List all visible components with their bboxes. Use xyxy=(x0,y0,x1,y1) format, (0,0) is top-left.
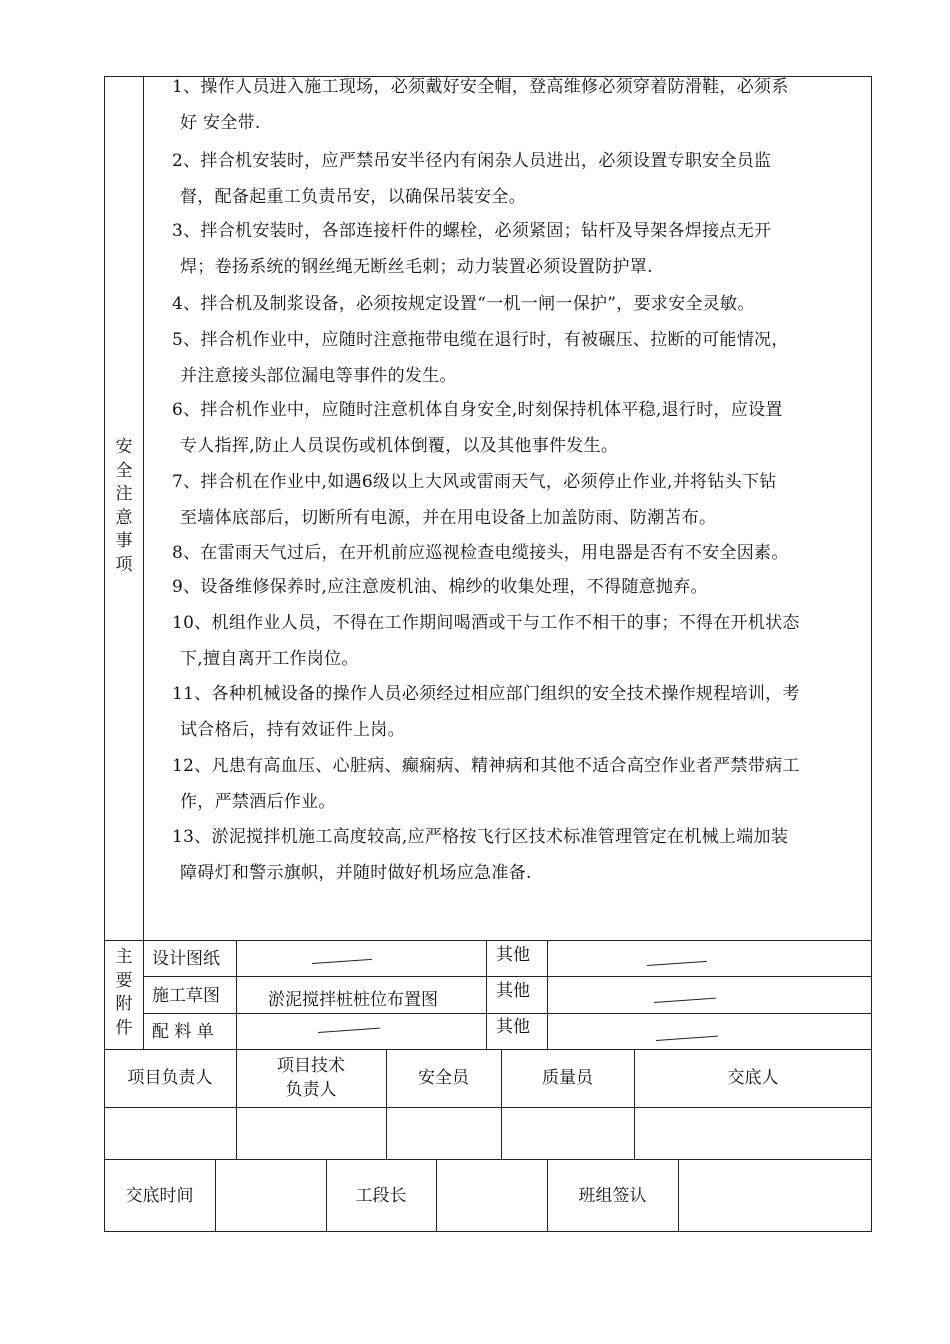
header-project-manager: 项目负责人 xyxy=(127,1068,213,1088)
table-border xyxy=(547,940,548,1049)
safety-item: 5、拌合机作业中，应随时注意拖带电缆在退行时，有被碾压、拉断的可能情况， 并注意接头部位漏电等事件的发生。 xyxy=(172,330,789,386)
label-char: 项 xyxy=(115,554,133,575)
label-char: 全 xyxy=(115,460,133,481)
header-quality-inspector: 质量员 xyxy=(542,1068,593,1088)
blank-line xyxy=(654,998,716,1003)
table-border xyxy=(236,940,237,1049)
blank-line xyxy=(647,961,707,966)
safety-item: 2、拌合机安装时，应严禁吊安半径内有闲杂人员进出，必须设置专职安全员监 督，配备起重工负责吊安，以确保吊装安全。 xyxy=(172,151,772,207)
blank-line xyxy=(656,1036,718,1041)
safety-item: 6、拌合机作业中，应随时注意机体自身安全,时刻保持机体平稳,退行时，应设置 专人指挥,防止人员误伤或机体倒覆，以及其他事件发生。 xyxy=(172,400,783,456)
attachment-other: 其他 xyxy=(496,945,530,965)
attachment-other: 其他 xyxy=(496,1017,530,1037)
table-border xyxy=(104,1231,872,1232)
attachment-other: 其他 xyxy=(496,981,530,1001)
section-chief-label: 工段长 xyxy=(355,1186,407,1206)
table-border xyxy=(678,1159,679,1231)
table-border xyxy=(104,1107,872,1108)
attachment-name: 施工草图 xyxy=(152,986,220,1006)
header-safety-officer: 安全员 xyxy=(418,1068,469,1088)
safety-item: 4、拌合机及制浆设备，必须按规定设置“一机一闸一保护”，要求安全灵敏。 xyxy=(172,294,755,314)
label-char: 附 xyxy=(115,994,133,1014)
blank-line xyxy=(312,959,372,964)
label-char: 意 xyxy=(115,507,133,528)
table-border xyxy=(104,940,872,941)
table-border xyxy=(143,976,872,977)
table-border xyxy=(436,1159,437,1231)
label-char: 事 xyxy=(115,531,133,551)
attachment-value: 淤泥搅拌桩桩位布置图 xyxy=(268,990,438,1010)
table-border xyxy=(104,1049,872,1050)
safety-item: 7、拌合机在作业中,如遇6级以上大风或雷雨天气，必须停止作业,并将钻头下钻 至墙体底部后，切断所有电源，并在用电设备上加盖防雨、防潮苫布。 xyxy=(172,472,777,528)
safety-item: 1、操作人员进入施工现场，必须戴好安全帽，登高维修必须穿着防滑鞋，必须系 好 安全带. xyxy=(172,77,789,133)
label-char: 安 xyxy=(115,437,133,457)
table-border xyxy=(486,940,487,1049)
attachment-name: 设计图纸 xyxy=(152,949,220,969)
table-border xyxy=(215,1159,216,1231)
label-char: 注 xyxy=(115,484,133,504)
label-char: 要 xyxy=(115,970,133,991)
blank-line xyxy=(318,1028,380,1033)
safety-item: 8、在雷雨天气过后，在开机前应巡视检查电缆接头，用电器是否有不安全因素。 xyxy=(172,543,789,563)
safety-item: 3、拌合机安装时，各部连接杆件的螺栓，必须紧固；钻杆及导架各焊接点无开 焊；卷扬系统的钢丝绳无断丝毛刺；动力装置必须设置防护罩. xyxy=(172,221,772,277)
table-border xyxy=(871,76,872,1232)
disclosure-time-label: 交底时间 xyxy=(125,1186,194,1206)
safety-item: 11、各种机械设备的操作人员必须经过相应部门组织的安全技术操作规程培训，考 试合格后，持有效证件上岗。 xyxy=(172,684,800,740)
attachment-name: 配 料 单 xyxy=(152,1022,214,1042)
table-border xyxy=(143,1013,872,1014)
safety-item: 9、设备维修保养时,应注意废机油、棉纱的收集处理，不得随意抛弃。 xyxy=(172,577,708,597)
header-technical-lead: 项目技术 负责人 xyxy=(277,1056,345,1100)
safety-item: 12、凡患有高血压、心脏病、癫痫病、精神病和其他不适合高空作业者严禁带病工 作，严禁酒后作业。 xyxy=(172,756,800,812)
safety-item: 13、淤泥搅拌机施工高度较高,应严格按飞行区技术标准管理管定在机械上端加装 障碍灯和警示旗帜，并随时做好机场应急准备. xyxy=(172,827,789,883)
team-sign-label: 班组签认 xyxy=(578,1186,647,1206)
table-border xyxy=(104,1159,872,1160)
table-border xyxy=(104,76,105,1232)
safety-item: 10、机组作业人员，不得在工作期间喝酒或干与工作不相干的事；不得在开机状态 下,擅自离开工作岗位。 xyxy=(172,613,800,669)
header-discloser: 交底人 xyxy=(727,1068,779,1088)
label-char: 主 xyxy=(115,947,133,967)
label-char: 件 xyxy=(115,1017,133,1038)
table-border xyxy=(143,76,144,1049)
